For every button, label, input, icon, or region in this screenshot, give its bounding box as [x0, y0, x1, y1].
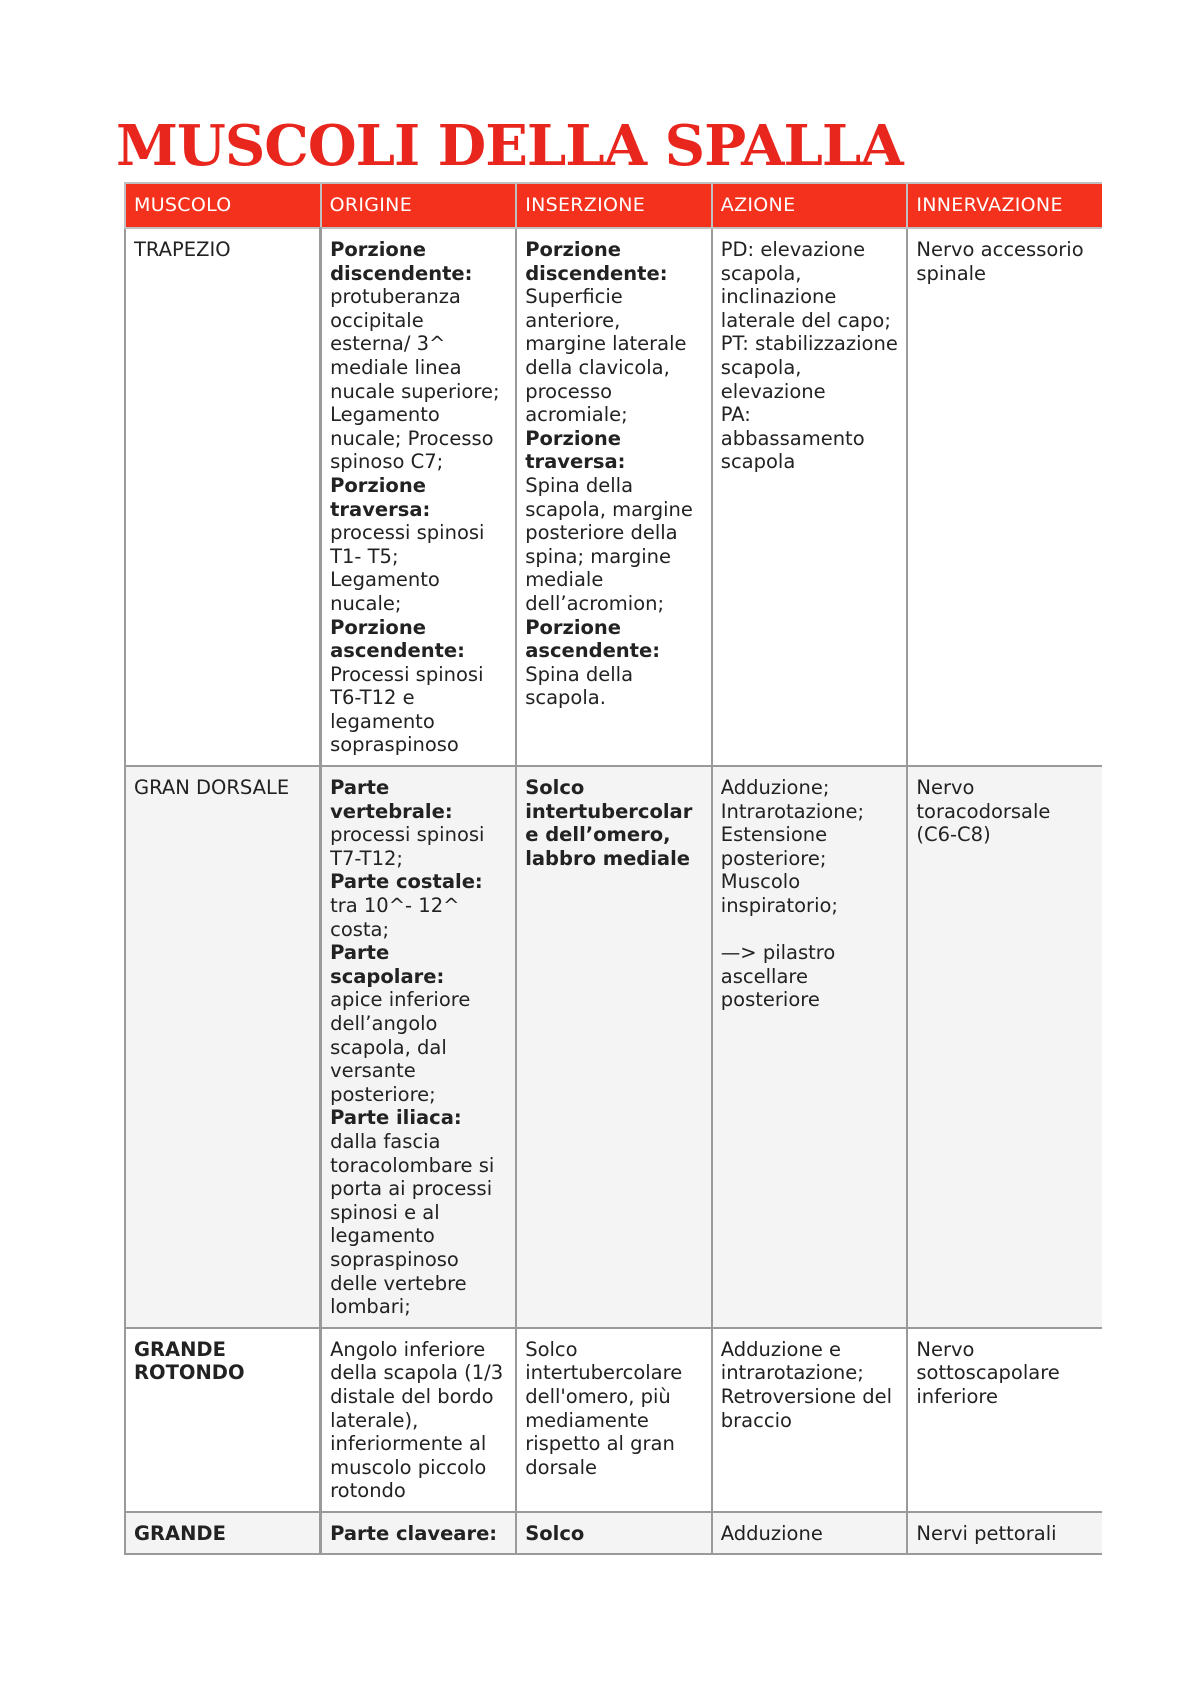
origine-segment-text: processi spinosi T7-T12; — [330, 823, 485, 870]
cell-origine — [321, 1328, 517, 1512]
origine-segment — [330, 1106, 507, 1318]
origine-segment-heading: Parte iliaca: — [330, 1106, 462, 1130]
muscle-name: GRAN DORSALE — [134, 776, 290, 800]
cell-azione — [712, 228, 908, 766]
cell-inserzione — [516, 1512, 712, 1555]
header-azione: AZIONE — [712, 183, 908, 228]
origine-segment-text: tra 10^- 12^ costa; — [330, 894, 460, 941]
cell-inserzione — [516, 228, 712, 766]
azione-spacer — [721, 918, 899, 942]
cell-azione — [712, 766, 908, 1328]
cell-origine — [321, 766, 517, 1328]
azione-line: Adduzione; Intrarotazione; Estensione posteriore; Muscolo inspiratorio; — [720, 776, 865, 918]
inserzione-segment — [525, 1522, 703, 1546]
innervazione-text: Nervo accessorio spinale — [916, 238, 1084, 285]
inserzione-segment-heading: Porzione ascendente: — [525, 615, 661, 663]
azione-line: Adduzione e intrarotazione; Retroversione del braccio — [720, 1337, 893, 1432]
origine-segment — [330, 1522, 507, 1546]
muscle-name: GRANDE ROTONDO — [134, 1337, 245, 1385]
origine-segment-heading: Parte costale: — [330, 870, 483, 894]
origine-segment-heading: Porzione ascendente: — [330, 615, 465, 663]
innervazione-text: Nervo sottoscapolare inferiore — [916, 1337, 1060, 1408]
inserzione-segment-heading: Porzione traversa: — [525, 426, 626, 474]
table-header-row — [125, 183, 1102, 228]
origine-segment-heading: Porzione traversa: — [330, 473, 431, 521]
azione-line: PA: abbassamento scapola — [720, 403, 865, 474]
origine-segment — [330, 474, 507, 616]
header-muscolo: MUSCOLO — [125, 183, 321, 228]
cell-muscolo — [125, 1512, 321, 1555]
cell-origine — [321, 1512, 517, 1555]
header-origine: ORIGINE — [321, 183, 517, 228]
cell-innervazione — [907, 1328, 1102, 1512]
origine-segment-text: Processi spinosi T6-T12 e legamento sopraspinoso — [330, 662, 484, 757]
origine-segment — [330, 870, 507, 941]
muscle-name: GRANDE — [134, 1521, 226, 1545]
azione-line: Adduzione — [720, 1521, 823, 1545]
innervazione-text: Nervi pettorali — [916, 1521, 1057, 1545]
origine-segment-heading: Parte claveare: — [330, 1521, 498, 1545]
cell-origine — [321, 228, 517, 766]
origine-segment-heading: Parte scapolare: — [330, 941, 445, 988]
inserzione-segment — [525, 238, 703, 427]
inserzione-segment-text: Superficie anteriore, margine laterale della clavicola, processo acromiale; — [525, 285, 687, 427]
cell-azione — [712, 1512, 908, 1555]
header-inserzione: INSERZIONE — [516, 183, 712, 228]
cell-muscolo — [125, 1328, 321, 1512]
muscle-table-container — [124, 182, 1102, 1580]
cell-azione — [712, 1328, 908, 1512]
origine-segment-heading: Porzione discendente: — [330, 238, 473, 285]
inserzione-segment-heading: Solco — [525, 1521, 585, 1545]
origine-segment — [330, 616, 507, 758]
origine-segment — [330, 1338, 507, 1503]
inserzione-segment-text: Spina della scapola. — [525, 662, 634, 710]
origine-segment — [330, 776, 507, 870]
inserzione-segment — [525, 776, 703, 870]
origine-segment-text: processi spinosi T1- T5; Legamento nucale; — [330, 521, 485, 615]
origine-segment-text: protuberanza occipitale esterna/ 3^ mediale linea nucale superiore; Legamento nucale; Processo spinoso C7; — [330, 285, 500, 474]
inserzione-segment-heading: Porzione discendente: — [525, 238, 668, 285]
cell-innervazione — [907, 228, 1102, 766]
cell-innervazione — [907, 1512, 1102, 1555]
inserzione-segment-text: Solco intertubercolare dell'omero, più mediamente rispetto al gran dorsale — [525, 1337, 683, 1479]
muscle-name: TRAPEZIO — [134, 238, 231, 261]
inserzione-segment — [525, 427, 703, 616]
cell-inserzione — [516, 766, 712, 1328]
header-innervazione: INNERVAZIONE — [907, 183, 1102, 228]
innervazione-text: Nervo toracodorsale (C6-C8) — [916, 776, 1051, 847]
page-title: MUSCOLI DELLA SPALLA — [116, 113, 903, 179]
azione-line: PT: stabilizzazione scapola, elevazione — [720, 332, 898, 403]
cell-innervazione — [907, 766, 1102, 1328]
muscle-table — [124, 182, 1102, 1555]
inserzione-segment-text: Spina della scapola, margine posteriore della spina; margine mediale dell’acromion; — [525, 473, 693, 615]
origine-segment — [330, 941, 507, 1106]
cell-inserzione — [516, 1328, 712, 1512]
cell-muscolo — [125, 766, 321, 1328]
azione-line: —> pilastro ascellare posteriore — [720, 941, 836, 1012]
table-row — [125, 1512, 1102, 1555]
cell-muscolo — [125, 228, 321, 766]
azione-line: PD: elevazione scapola, inclinazione laterale del capo; — [720, 238, 891, 332]
inserzione-segment — [525, 1338, 703, 1480]
table-row — [125, 766, 1102, 1328]
inserzione-segment — [525, 616, 703, 710]
inserzione-segment-heading: Solco intertubercolare dell’omero, labbro mediale — [525, 776, 693, 870]
origine-segment-text: dalla fascia toracolombare si porta ai processi spinosi e al legamento sopraspinoso delle vertebre lombari; — [330, 1129, 495, 1319]
origine-segment-text: apice inferiore dell’angolo scapola, dal versante posteriore; — [330, 988, 471, 1106]
origine-segment — [330, 238, 507, 474]
table-row — [125, 1328, 1102, 1512]
table-row — [125, 228, 1102, 766]
origine-segment-heading: Parte vertebrale: — [330, 776, 453, 823]
origine-segment-text: Angolo inferiore della scapola (1/3 distale del bordo laterale), inferiormente al muscolo piccolo rotondo — [330, 1337, 504, 1503]
table-body — [125, 228, 1102, 1554]
